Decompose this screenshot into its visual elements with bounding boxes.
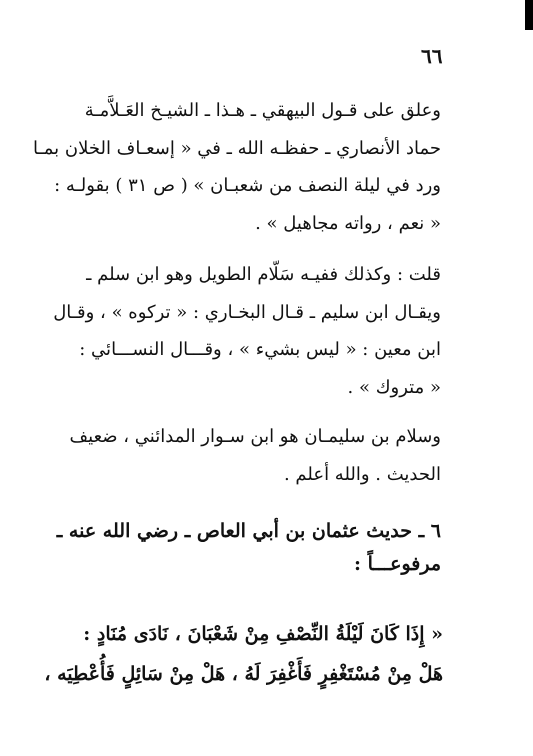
- text-line: « متروك » .: [347, 376, 441, 398]
- heading-line: ٦ ـ حديث عثمان بن أبي العاص ـ رضي الله عنه ـ: [56, 520, 441, 542]
- section-heading: [41, 515, 441, 581]
- text-line: ويقـال ابن سليم ـ قـال البخـاري : « تركوه » ، وقـال: [53, 301, 441, 323]
- page-number: ٦٦: [421, 44, 443, 68]
- text-line: « نعم ، رواته مجاهيل » .: [255, 212, 441, 234]
- text-line: حماد الأنصاري ـ حفظـه الله ـ في « إسعـاف الخلان بمـا: [32, 137, 441, 159]
- text-line: الحديث . والله أعلم .: [283, 463, 441, 485]
- text-line: وسلام بن سليمـان هو ابن سـوار المدائني ، ضعيف: [69, 426, 441, 447]
- hadith-line: هَلْ مِنْ مُسْتَغْفِرٍ فَأَغْفِرَ لَهُ ، هَلْ مِنْ سَائِلٍ فَأُعْطِيَه ،: [44, 663, 443, 685]
- paragraph-sallam-narrator: [41, 256, 441, 406]
- paragraph-bayhaqi-commentary: [32, 92, 441, 242]
- text-line: ابن معين : « ليس بشيء » ، وقـــال النســـائي :: [79, 339, 441, 360]
- paragraph-sallam-ibn-sulayman: [41, 418, 441, 493]
- page-edge-mark: [525, 0, 533, 30]
- hadith-text: [39, 614, 443, 694]
- hadith-line: « إِذَا كَانَ لَيْلَةُ النِّصْفِ مِنْ شَعْبَانَ ، نَادَى مُنَادٍ :: [83, 623, 443, 645]
- heading-line: مرفوعـــاً :: [353, 553, 441, 575]
- text-line: ورد في ليلة النصف من شعبـان » ( ص ٣١ ) بقولـه :: [54, 175, 441, 196]
- text-line: قلت : وكذلك ففيـه سَلّام الطويل وهو ابن سلم ـ: [86, 264, 441, 285]
- text-line: وعلق على قـول البيهقي ـ هـذا ـ الشيـخ العَـلاَّمـة: [84, 100, 441, 121]
